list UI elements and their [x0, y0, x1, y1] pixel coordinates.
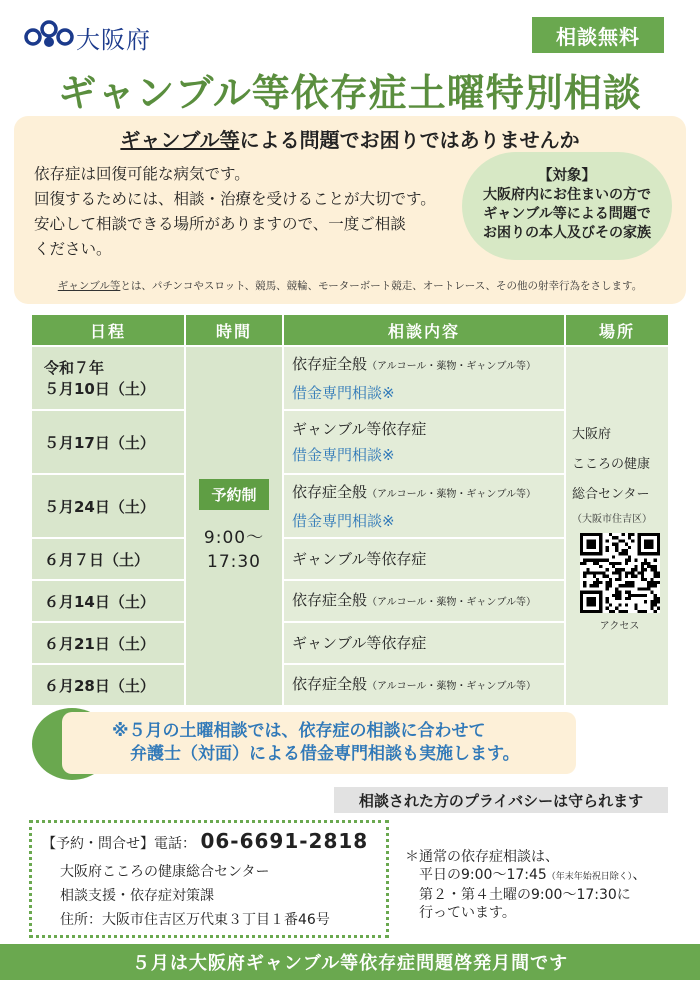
date-cell: [31, 346, 185, 410]
content-main: 依存症全般: [292, 590, 368, 609]
content-main: 依存症全般: [292, 674, 368, 693]
regular-line: ＊通常の依存症相談は、: [405, 849, 559, 865]
contact-box: [29, 820, 389, 938]
target-body: [462, 186, 672, 243]
content-cell: [283, 664, 565, 706]
content-cell: [283, 580, 565, 622]
qr-code-icon[interactable]: [580, 533, 660, 613]
date-cell: ５月24日（土）: [31, 474, 185, 538]
place-cell: [565, 346, 669, 706]
place-line: 大阪府: [572, 427, 612, 442]
debt-consultation-label: 借金専門相談※: [292, 446, 395, 464]
header-content: 相談内容: [283, 314, 565, 346]
may-note-text: [112, 720, 582, 766]
page-title: ギャンブル等依存症土曜特別相談: [58, 71, 642, 115]
contact-address: 住所：大阪市住吉区万代東３丁目１番46号: [60, 912, 330, 928]
gambling-definition-note: [14, 278, 686, 293]
phone-number[interactable]: 06-6691-2818: [200, 829, 369, 853]
intro-headline-rest: による問題でお困りではありませんか: [239, 128, 580, 152]
date-text: ５月10日（土）: [44, 380, 155, 398]
table-header-row: [31, 314, 669, 346]
content-sub: （アルコール・薬物・ギャンブル等）: [367, 488, 537, 500]
time-start: 9:00～: [203, 527, 265, 548]
may-debt-note: [62, 712, 576, 774]
content-sub: （アルコール・薬物・ギャンブル等）: [367, 680, 537, 692]
awareness-month-banner: ５月は大阪府ギャンブル等依存症問題啓発月間です: [0, 944, 700, 980]
target-line: 大阪府内にお住まいの方で: [483, 187, 651, 203]
regular-comma: 、: [632, 867, 647, 883]
time-cell: [185, 346, 283, 706]
content-cell: [283, 410, 565, 474]
intro-body: [34, 162, 474, 262]
contact-heading: [42, 829, 368, 853]
content-main: 依存症全般: [292, 482, 368, 501]
intro-headline-keyword: ギャンブル等: [120, 128, 240, 152]
target-line: ギャンブル等による問題で: [483, 206, 651, 222]
date-cell: ６月14日（土）: [31, 580, 185, 622]
header-place: 場所: [565, 314, 669, 346]
regular-consultation-note: [405, 848, 695, 922]
time-end: 17:30: [207, 551, 261, 572]
contact-dept: 相談支援・依存症対策課: [60, 888, 214, 904]
target-audience-bubble: [462, 152, 672, 260]
target-line: お困りの本人及びその家族: [483, 225, 651, 241]
content-cell: [283, 538, 565, 580]
date-cell: ５月17日（土）: [31, 410, 185, 474]
debt-consultation-label: 借金専門相談※: [292, 383, 395, 402]
reservation-badge: 予約制: [199, 479, 268, 510]
regular-line: 第２・第４土曜の9:00～17:30に: [419, 887, 631, 903]
intro-headline: [14, 124, 686, 153]
content-cell: [283, 346, 565, 410]
free-consultation-badge: 相談無料: [532, 17, 664, 53]
intro-line: ください。: [34, 240, 112, 258]
date-prefix: 令和７年: [44, 359, 105, 377]
privacy-note: 相談された方のプライバシーは守られます: [334, 787, 668, 813]
regular-hours-note: （年末年始祝日除く）: [546, 872, 633, 882]
debt-consultation-label: 借金専門相談※: [292, 511, 395, 530]
intro-line: 依存症は回復可能な病気です。: [34, 165, 250, 183]
regular-line: 行っています。: [419, 905, 516, 921]
place-area: （大阪市住吉区）: [572, 514, 652, 525]
note-rest: とは、パチンコやスロット、競馬、競輪、モーターボート競走、オートレース、その他の射幸行為をさします。: [120, 280, 643, 292]
regular-line: [405, 866, 695, 886]
content-sub: （アルコール・薬物・ギャンブル等）: [367, 360, 537, 372]
header-time: 時間: [185, 314, 283, 346]
date-cell: ６月７日（土）: [31, 538, 185, 580]
date-cell: ６月28日（土）: [31, 664, 185, 706]
place-line: 総合センター: [572, 487, 650, 502]
regular-hours: 平日の9:00～17:45: [419, 867, 547, 883]
note-keyword: ギャンブル等: [57, 280, 121, 292]
content-cell: [283, 474, 565, 538]
contact-label: 【予約・問合せ】電話：: [42, 836, 196, 852]
content-main: ギャンブル等依存症: [292, 634, 427, 652]
place-line: こころの健康: [572, 457, 651, 472]
date-cell: ６月21日（土）: [31, 622, 185, 664]
content-cell: [283, 622, 565, 664]
access-label: アクセス: [599, 621, 640, 632]
table-row: [31, 346, 669, 410]
contact-org: 大阪府こころの健康総合センター: [60, 864, 270, 880]
may-note-line: 弁護士（対面）による借金専門相談も実施します。: [130, 744, 520, 764]
target-heading: 【対象】: [538, 168, 596, 184]
intro-panel: [14, 116, 686, 304]
schedule-table: [30, 313, 670, 707]
content-main: ギャンブル等依存症: [292, 420, 427, 438]
qr-code-graphic: [580, 533, 660, 613]
content-main: ギャンブル等依存症: [292, 550, 427, 568]
content-main: 依存症全般: [292, 354, 368, 373]
osaka-logo: [24, 16, 174, 56]
header-date: 日程: [31, 314, 185, 346]
osaka-prefecture-emblem-icon: [24, 20, 74, 50]
may-note-line: ※５月の土曜相談では、依存症の相談に合わせて: [112, 721, 486, 741]
intro-line: 安心して相談できる場所がありますので、一度ご相談: [34, 215, 406, 233]
time-range: [187, 526, 281, 574]
place-name: [572, 420, 667, 510]
intro-line: 回復するためには、相談・治療を受けることが大切です。: [34, 190, 436, 208]
logo-text: 大阪府: [76, 26, 151, 54]
content-sub: （アルコール・薬物・ギャンブル等）: [367, 596, 537, 608]
